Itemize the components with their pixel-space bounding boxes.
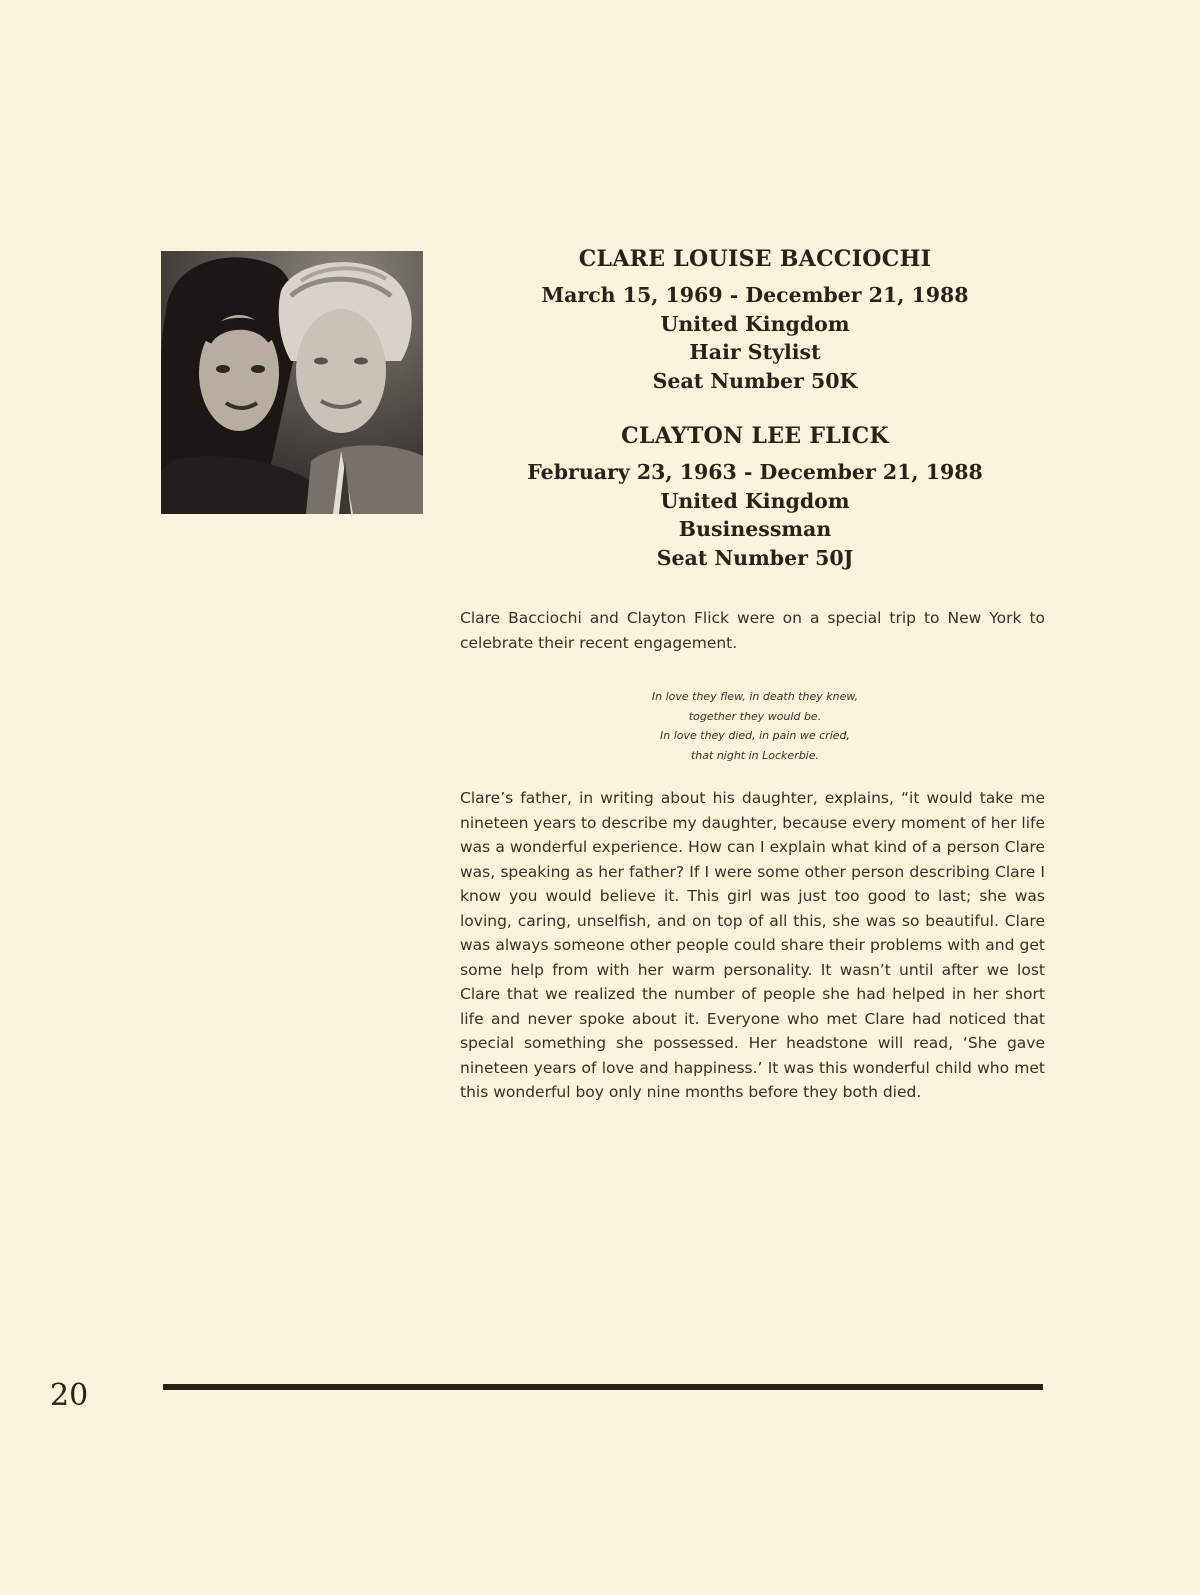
poem-line: In love they died, in pain we cried, [659, 729, 851, 742]
poem-line: that night in Lockerbie. [690, 748, 820, 762]
poem-line: In love they flew, in death they knew, [651, 690, 859, 703]
person-country: United Kingdom [660, 488, 850, 513]
person-name: CLAYTON LEE FLICK [621, 423, 889, 449]
intro-paragraph: Clare Bacciochi and Clayton Flick were on a special trip to New York to celebrate their recent engagement. [460, 609, 1045, 652]
person-occupation: Hair Stylist [689, 340, 821, 364]
person-name: CLARE LOUISE BACCIOCHI [578, 246, 932, 272]
person-occupation: Businessman [678, 517, 832, 541]
person-dates: February 23, 1963 - December 21, 1988 [527, 460, 983, 484]
person-seat: Seat Number 50J [656, 545, 854, 570]
person-country: United Kingdom [660, 311, 850, 336]
person-header-clayton [455, 423, 1055, 572]
couple-photo [161, 251, 423, 514]
couple-photo-illustration [161, 251, 423, 514]
poem-line: together they would be. [688, 709, 822, 723]
person-seat: Seat Number 50K [652, 368, 858, 393]
father-quote-paragraph: Clare’s father, in writing about his daughter, explains, “it would take me nineteen years to describe my daughter, because every moment of her life was a wonderful experience. How can I explain what kind of a person Clare was, speaking as her father? If I were some other person describing Clare I know you would believe it. This girl was just too good to last; she was loving, caring, unselfish, and on top of all this, she was so beautiful. Clare was always someone other people could share their problems with and get some help from with her warm personality. It wasn’t until after we lost Clare that we realized the number of people she had helped in her short life and never spoke about it. Everyone who met Clare had noticed that special something she possessed. Her headstone will read, ‘She gave nineteen years of love and happiness.’ It was this wonderful child who met this wonderful boy only nine months before they both died. [460, 789, 1045, 1101]
page-number: 20 [50, 1378, 89, 1413]
person-header-clare [455, 246, 1055, 395]
footer-rule [163, 1384, 1043, 1390]
person-dates: March 15, 1969 - December 21, 1988 [541, 283, 969, 307]
memorial-poem [555, 687, 955, 765]
